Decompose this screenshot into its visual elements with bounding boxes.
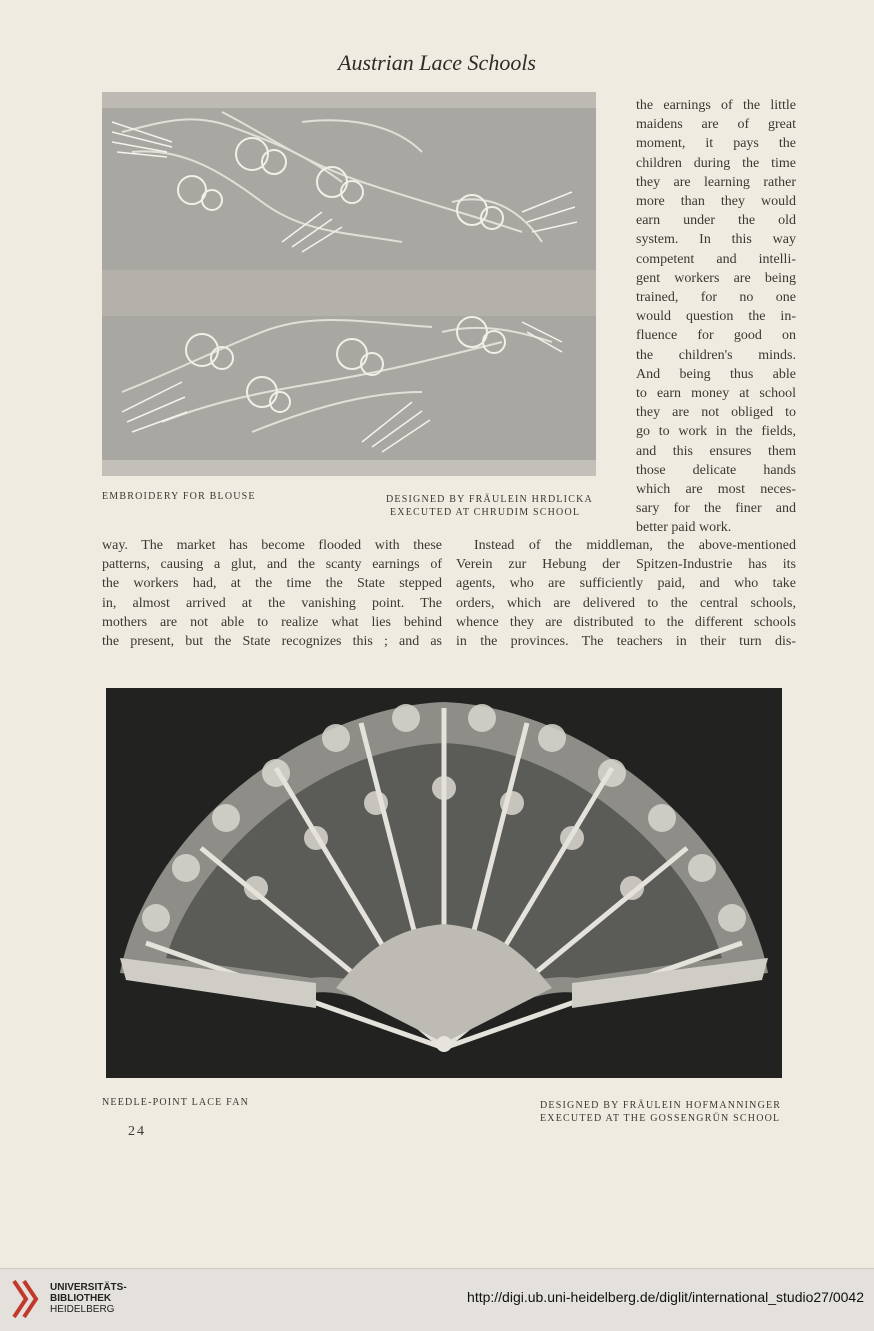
plate1-caption-left: EMBROIDERY FOR BLOUSE [102,491,256,502]
lace-fan-image [106,688,782,1078]
plate1-caption-designer: DESIGNED BY FRÄULEIN HRDLICKA [386,494,593,505]
text-line: competent and intelli- [636,251,796,267]
plate1-caption-right [386,493,593,519]
text-line: more than they would [636,194,796,210]
text-line: the present, but the State recognizes this ; and as [102,634,442,650]
institution-name [50,1282,127,1315]
text-line: Instead of the middleman, the above-mentioned [474,538,796,553]
source-url-link[interactable]: http://digi.ub.uni-heidelberg.de/diglit/international_studio27/0042 [467,1289,864,1305]
text-line: gent workers are being [636,270,796,286]
institution-line: HEIDELBERG [50,1304,115,1315]
plate2-caption-executed: EXECUTED AT THE GOSSENGRÜN SCHOOL [540,1113,781,1124]
plate1-caption-executed: EXECUTED AT CHRUDIM SCHOOL [390,507,581,518]
university-library-logo-icon [12,1279,42,1319]
plate2-caption-left: NEEDLE-POINT LACE FAN [102,1097,250,1108]
text-line: mothers are not able to realize what lies behind [102,614,442,630]
page-number: 24 [128,1124,146,1139]
text-line: patterns, causing a glut, and the scanty earnings of [102,557,442,573]
text-line: would question the in- [636,309,796,325]
institution-line: BIBLIOTHEK [50,1293,112,1304]
text-line: whence they are distributed to the different schools [456,614,796,630]
side-column-text [636,96,796,538]
text-line: those delicate hands [636,462,796,478]
text-line: the children's minds. [636,347,796,363]
text-line: better paid work. [636,520,732,536]
text-line: in, almost arrived at the vanishing point. The [102,595,442,611]
text-line: agents, who are sufficiently paid, and who take [456,576,796,592]
embroidery-image [102,92,596,476]
text-line: maidens are of great [636,117,796,133]
text-line: go to work in the fields, [636,424,796,440]
text-line: sary for the finer and [636,501,796,517]
text-line: system. In this way [636,232,796,248]
text-line: moment, it pays the [636,136,796,152]
embroidery-plate [102,92,596,476]
text-line: way. The market has become flooded with these [102,538,442,553]
text-line: and this ensures them [636,443,796,459]
text-line: which are most neces- [636,482,796,498]
library-footer [0,1268,874,1331]
plate2-caption-designer: DESIGNED BY FRÄULEIN HOFMANNINGER [540,1100,782,1111]
text-line: orders, which are delivered to the central schools, [456,595,796,611]
text-line: to earn money at school [636,386,796,402]
text-line: the earnings of the little [636,98,796,113]
text-line: And being thus able [636,366,796,382]
left-column-text [102,536,442,651]
plate2-caption-right [540,1099,781,1125]
institution-line: UNIVERSITÄTS- [50,1282,127,1293]
text-line: fluence for good on [636,328,796,344]
right-column-text [456,536,796,651]
text-line: Verein zur Hebung der Spitzen-Industrie has its [456,557,796,573]
fan-plate [106,688,782,1078]
text-line: trained, for no one [636,290,796,306]
text-line: they are learning rather [636,174,796,190]
text-line: they are not obliged to [636,405,796,421]
text-line: in the provinces. The teachers in their turn dis- [456,634,796,650]
running-title: Austrian Lace Schools [338,50,536,75]
text-line: children during the time [636,155,796,171]
text-line: earn under the old [636,213,796,229]
text-line: the workers had, at the time the State stepped [102,576,442,592]
